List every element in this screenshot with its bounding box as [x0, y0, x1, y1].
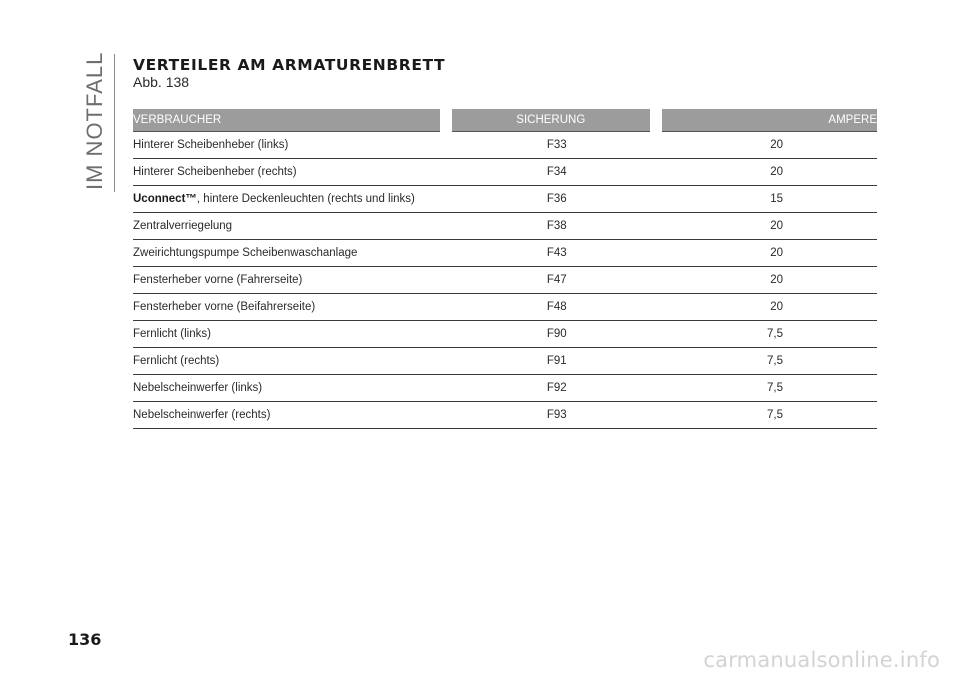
- consumer-cell: Hinterer Scheibenheber (rechts): [133, 159, 446, 186]
- header-consumer: VERBRAUCHER: [133, 109, 446, 132]
- ampere-cell: 20: [656, 294, 877, 321]
- figure-reference: Abb. 138: [133, 74, 190, 90]
- page-title: VERTEILER AM ARMATURENBRETT: [133, 56, 446, 74]
- consumer-cell: Fernlicht (links): [133, 321, 446, 348]
- fuse-cell: F38: [446, 213, 656, 240]
- ampere-cell: 20: [656, 267, 877, 294]
- ampere-cell: 20: [656, 159, 877, 186]
- ampere-cell: 20: [656, 240, 877, 267]
- table-row: [133, 267, 877, 294]
- table-row: [133, 375, 877, 402]
- consumer-cell: Nebelscheinwerfer (links): [133, 375, 446, 402]
- consumer-cell: Nebelscheinwerfer (rechts): [133, 402, 446, 429]
- watermark: carmanualsonline.info: [703, 648, 940, 672]
- table-header-row: [133, 109, 877, 132]
- table-row: [133, 348, 877, 375]
- brand-name: Uconnect™: [133, 193, 197, 205]
- fuse-cell: F90: [446, 321, 656, 348]
- consumer-cell: Zentralverriegelung: [133, 213, 446, 240]
- table-row: [133, 186, 877, 213]
- fuse-cell: F34: [446, 159, 656, 186]
- fuse-cell: F47: [446, 267, 656, 294]
- ampere-cell: 7,5: [656, 348, 877, 375]
- table-row: [133, 402, 877, 429]
- page-number: 136: [68, 630, 102, 649]
- fuse-cell: F91: [446, 348, 656, 375]
- consumer-cell: Fensterheber vorne (Beifahrerseite): [133, 294, 446, 321]
- table-row: [133, 213, 877, 240]
- table-row: [133, 132, 877, 159]
- table-row: [133, 294, 877, 321]
- fuse-cell: F43: [446, 240, 656, 267]
- consumer-cell: Uconnect™, hintere Deckenleuchten (rechts und links): [133, 186, 446, 213]
- fuse-cell: F92: [446, 375, 656, 402]
- table-row: [133, 240, 877, 267]
- fuse-cell: F33: [446, 132, 656, 159]
- ampere-cell: 7,5: [656, 321, 877, 348]
- consumer-cell: Fensterheber vorne (Fahrerseite): [133, 267, 446, 294]
- ampere-cell: 15: [656, 186, 877, 213]
- consumer-cell: Zweirichtungspumpe Scheibenwaschanlage: [133, 240, 446, 267]
- consumer-cell: Fernlicht (rechts): [133, 348, 446, 375]
- header-ampere: AMPERE: [656, 109, 877, 132]
- ampere-cell: 7,5: [656, 375, 877, 402]
- header-fuse: SICHERUNG: [446, 109, 656, 132]
- table-row: [133, 321, 877, 348]
- ampere-cell: 20: [656, 132, 877, 159]
- table-row: [133, 159, 877, 186]
- ampere-cell: 20: [656, 213, 877, 240]
- fuse-table: [133, 109, 877, 429]
- section-divider: [114, 54, 115, 192]
- fuse-cell: F36: [446, 186, 656, 213]
- consumer-cell: Hinterer Scheibenheber (links): [133, 132, 446, 159]
- fuse-cell: F48: [446, 294, 656, 321]
- ampere-cell: 7,5: [656, 402, 877, 429]
- fuse-cell: F93: [446, 402, 656, 429]
- section-side-label: [82, 51, 114, 190]
- section-name: IM NOTFALL: [82, 51, 107, 190]
